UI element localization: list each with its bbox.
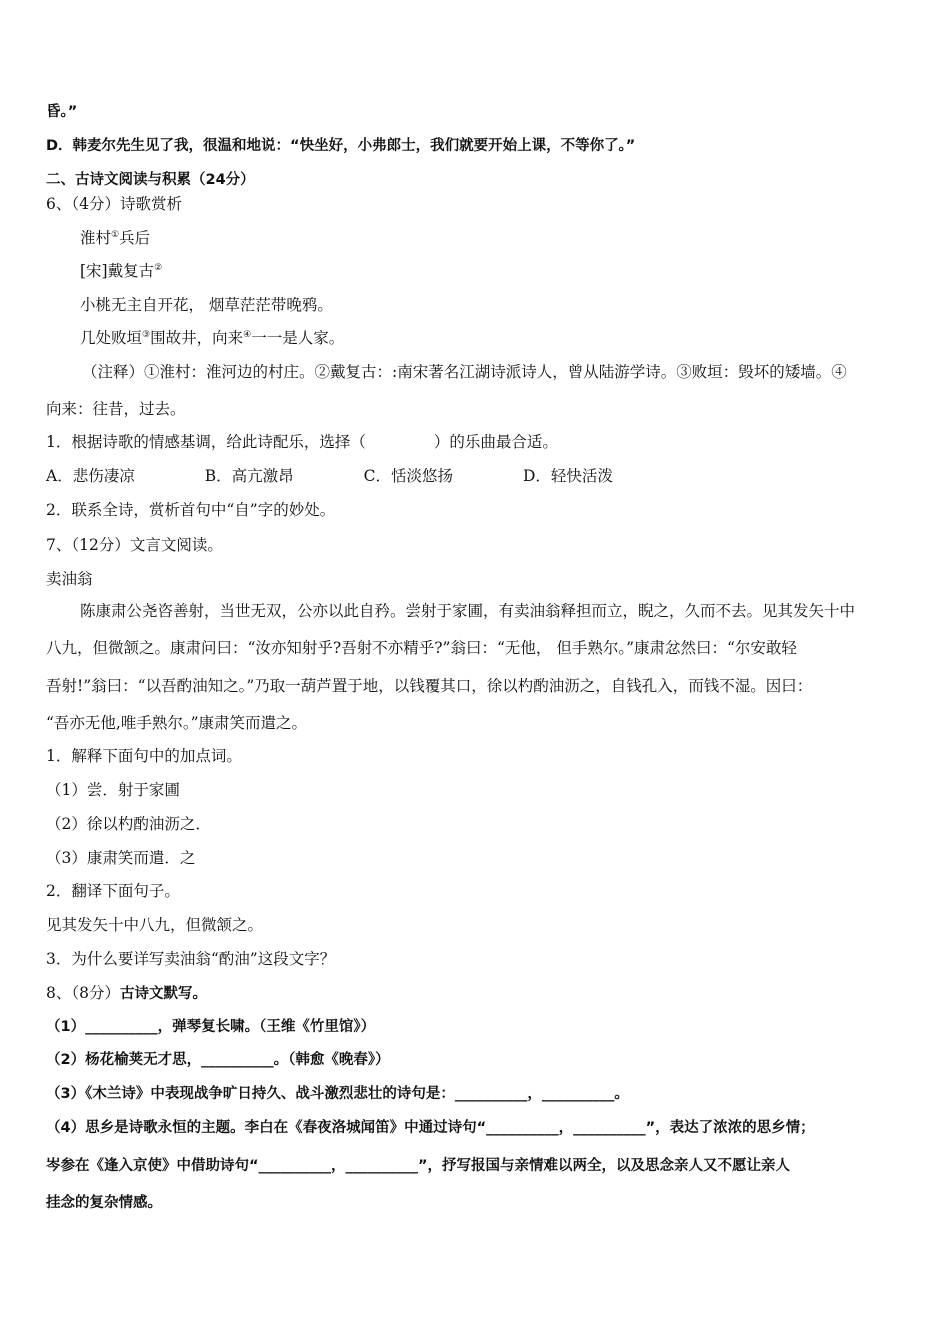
q8-item-4-line-3: 挂念的复杂情感。 [46, 1195, 162, 1211]
option-a: A．悲伤凄凉 [46, 467, 135, 485]
q8-title-task: 古诗文默写。 [119, 986, 207, 1002]
poem-notes-line-2: 向来：往昔，过去。 [46, 400, 186, 418]
q8-item-1: （1）__________，弹琴复长啸。（王维《竹里馆》） [46, 1019, 376, 1035]
q6-sub2: 2．联系全诗，赏析首句中“自”字的妙处。 [46, 501, 336, 519]
q6-sub1-part-b: ）的乐曲最合适。 [433, 433, 558, 451]
passage-title: 卖油翁 [46, 570, 93, 588]
q6-options [46, 465, 613, 487]
q6-title: 6、（4分）诗歌赏析 [46, 195, 182, 213]
passage-line-3: 吾射!”翁曰：“以吾酌油知之。”乃取一葫芦置于地，以钱覆其口，徐以杓酌油沥之，自钱孔入，而钱不湿。因曰： [46, 677, 813, 695]
q8-item-3: （3）《木兰诗》中表现战争旷日持久、战斗激烈悲壮的诗句是：__________，__________。 [46, 1086, 629, 1102]
q7-title: 7、（12分）文言文阅读。 [46, 536, 223, 554]
poem-title-note-mark: ① [111, 230, 120, 240]
q8-item-4-line-2: 岑参在《逢入京使》中借助诗句“__________，__________”，抒写报国与亲情难以两全，以及思念亲人又不愿让亲人 [46, 1158, 791, 1174]
q8-item-4-line-1: （4）思乡是诗歌永恒的主题。李白在《春夜洛城闻笛》中通过诗句“__________，__________”，表达了浓浓的思乡情； [46, 1120, 815, 1136]
q7-sub1-item-1: （1）尝．射于家圃 [46, 781, 180, 799]
poem-notes-line-1: （注释）①淮村：淮河边的村庄。②戴复古：:南宋著名江湖诗派诗人，曾从陆游学诗。③败垣：毁坏的矮墙。④ [82, 363, 847, 381]
passage-line-1: 陈康肃公尧咨善射，当世无双，公亦以此自矜。尝射于家圃，有卖油翁释担而立，睨之，久而不去。见其发矢十中 [80, 602, 856, 620]
poem-author-note-mark: ② [154, 263, 163, 273]
option-c: C．恬淡悠扬 [363, 467, 453, 485]
q8-title-score: 8、（8分） [46, 984, 120, 1002]
q6-sub1 [46, 431, 558, 453]
option-d-line: D．韩麦尔先生见了我，很温和地说：“快坐好，小弗郎士，我们就要开始上课，不等你了。” [46, 138, 636, 154]
poem-line-2 [80, 327, 344, 349]
poem-author [80, 260, 162, 282]
poem-line-2-part-a: 几处败垣 [80, 329, 143, 347]
q6-sub1-part-a: 1．根据诗歌的情感基调，给此诗配乐，选择（ [46, 433, 366, 451]
section-2-heading: 二、古诗文阅读与积累（24分） [46, 172, 255, 188]
poem-line-2-note-mark-4: ④ [243, 330, 252, 340]
q7-sub2: 2．翻译下面句子。 [46, 882, 180, 900]
text-line-continuation: 昏。” [46, 104, 78, 120]
q8-item-2: （2）杨花榆荚无才思，__________。（韩愈《晚春》） [46, 1052, 390, 1068]
q7-sub3: 3．为什么要详写卖油翁“酌油”这段文字？ [46, 950, 336, 968]
q8-title [46, 982, 207, 1005]
poem-line-1: 小桃无主自开花， 烟草茫茫带晚鸦。 [80, 296, 333, 314]
passage-line-2: 八九，但微颔之。康肃问曰：“汝亦知射乎?吾射不亦精乎?”翁曰：“无他， 但手熟尔。”康肃忿然曰：“尔安敢轻 [46, 639, 797, 657]
poem-title-tail: 兵后 [119, 229, 151, 247]
q7-sub2-sentence: 见其发矢十中八九，但微颔之。 [46, 916, 264, 934]
poem-line-2-part-c: 一一是人家。 [251, 329, 345, 347]
poem-title-main: 淮村 [80, 229, 112, 247]
option-b: B．高亢激昂 [204, 467, 294, 485]
poem-title [80, 227, 150, 249]
poem-line-2-part-b: 围故井，向来 [150, 329, 244, 347]
poem-author-name: [宋]戴复古 [80, 262, 155, 280]
q7-sub1: 1．解释下面句中的加点词。 [46, 747, 242, 765]
q7-sub1-item-2: （2）徐以杓酌油沥之． [46, 815, 211, 833]
passage-line-4: “吾亦无他,唯手熟尔。”康肃笑而遣之。 [46, 714, 308, 732]
option-d: D．轻快活泼 [522, 467, 613, 485]
poem-line-2-note-mark-3: ③ [142, 330, 151, 340]
q7-sub1-item-3: （3）康肃笑而遣．之 [46, 849, 196, 867]
